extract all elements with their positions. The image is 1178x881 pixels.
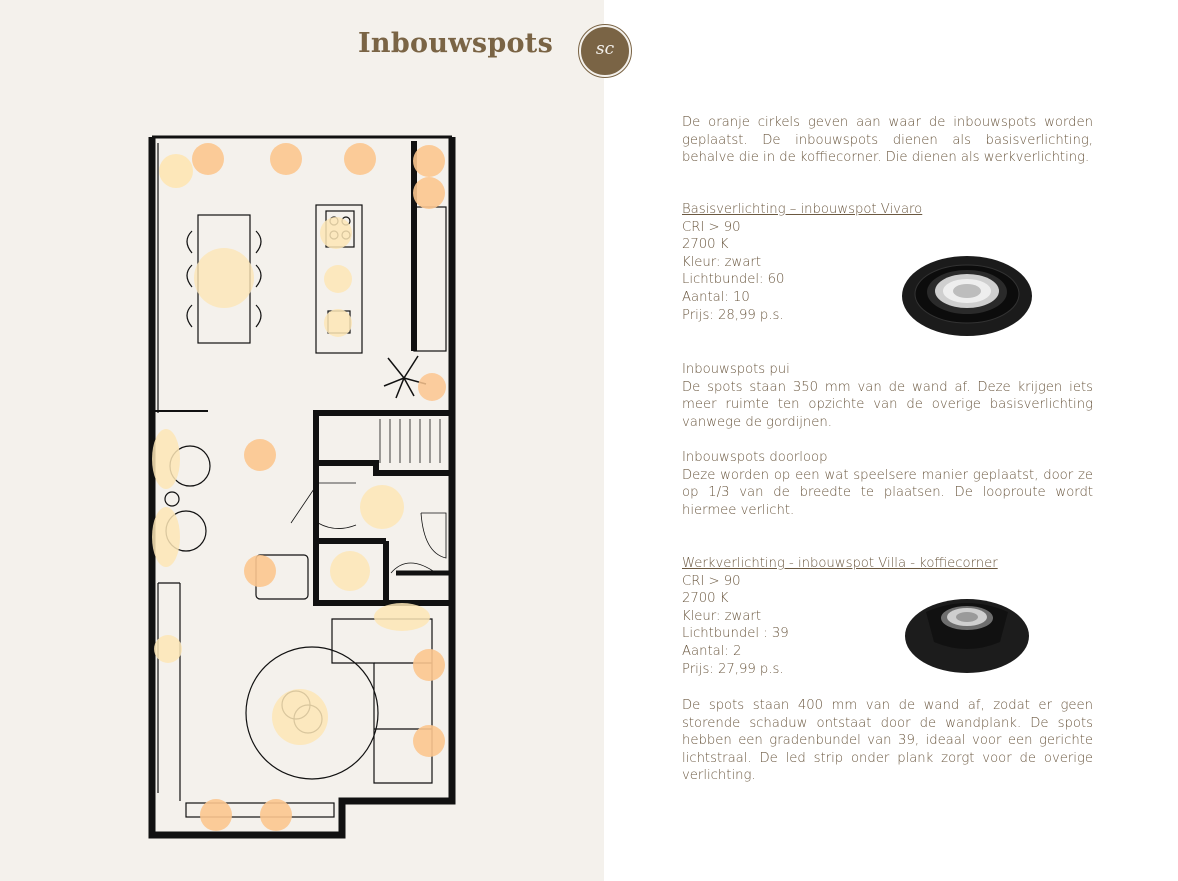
floorplan [146, 133, 456, 840]
spotlight-villa-image [904, 598, 1031, 674]
closing-text: De spots staan 400 mm van de wand af, zodat er geen storende schaduw ontstaat door de wandplank. De spots hebben een gradenbundel van 39, ideaal voor een gerichte lichtstraal. De led strip onder plank zorgt voor de overige verlichting. [682, 698, 1093, 784]
spec-line: CRI > 90 [682, 573, 741, 589]
pui-heading: Inbouwspots pui [682, 362, 790, 377]
spec-line: 2700 K [682, 237, 729, 253]
spec-line: Aantal: 10 [682, 289, 750, 305]
section-basis-heading: Basisverlichting – inbouwspot Vivaro [682, 202, 923, 217]
spec-line: Kleur: zwart [682, 254, 761, 270]
pui-body: De spots staan 350 mm van de wand af. Deze krijgen iets meer ruimte ten opzichte van de overige basisverlichting vanwege de gordijnen. [682, 379, 1093, 430]
spec-line: Lichtbundel: 60 [682, 272, 785, 288]
spec-line: Kleur: zwart [682, 608, 761, 624]
spec-line: CRI > 90 [682, 219, 741, 235]
section-werk [682, 555, 1093, 678]
doorloop-heading: Inbouwspots doorloop [682, 450, 828, 465]
spec-line: Prijs: 28,99 p.s. [682, 307, 784, 323]
section-doorloop [682, 449, 1093, 519]
intro-text: De oranje cirkels geven aan waar de inbouwspots worden geplaatst. De inbouwspots dienen als basisverlichting, behalve die in de koffiecorner. Die dienen als werkverlichting. [682, 115, 1093, 166]
logo-text: sc [595, 39, 615, 59]
spot-layer [152, 143, 446, 831]
spec-line: 2700 K [682, 591, 729, 607]
section-pui [682, 361, 1093, 431]
doorloop-body: Deze worden op een wat speelsere manier geplaatst, door ze op 1/3 van de breedte te plaatsen. De looproute wordt hiermee verlicht. [682, 467, 1093, 518]
spec-line: Aantal: 2 [682, 643, 742, 659]
logo [579, 25, 631, 77]
spotlight-vivaro-image [901, 255, 1034, 337]
section-werk-heading: Werkverlichting - inbouwspot Villa - koffiecorner [682, 556, 998, 571]
page-title: Inbouwspots [358, 28, 554, 59]
spec-line: Prijs: 27,99 p.s. [682, 661, 784, 677]
spec-line: Lichtbundel : 39 [682, 626, 789, 642]
